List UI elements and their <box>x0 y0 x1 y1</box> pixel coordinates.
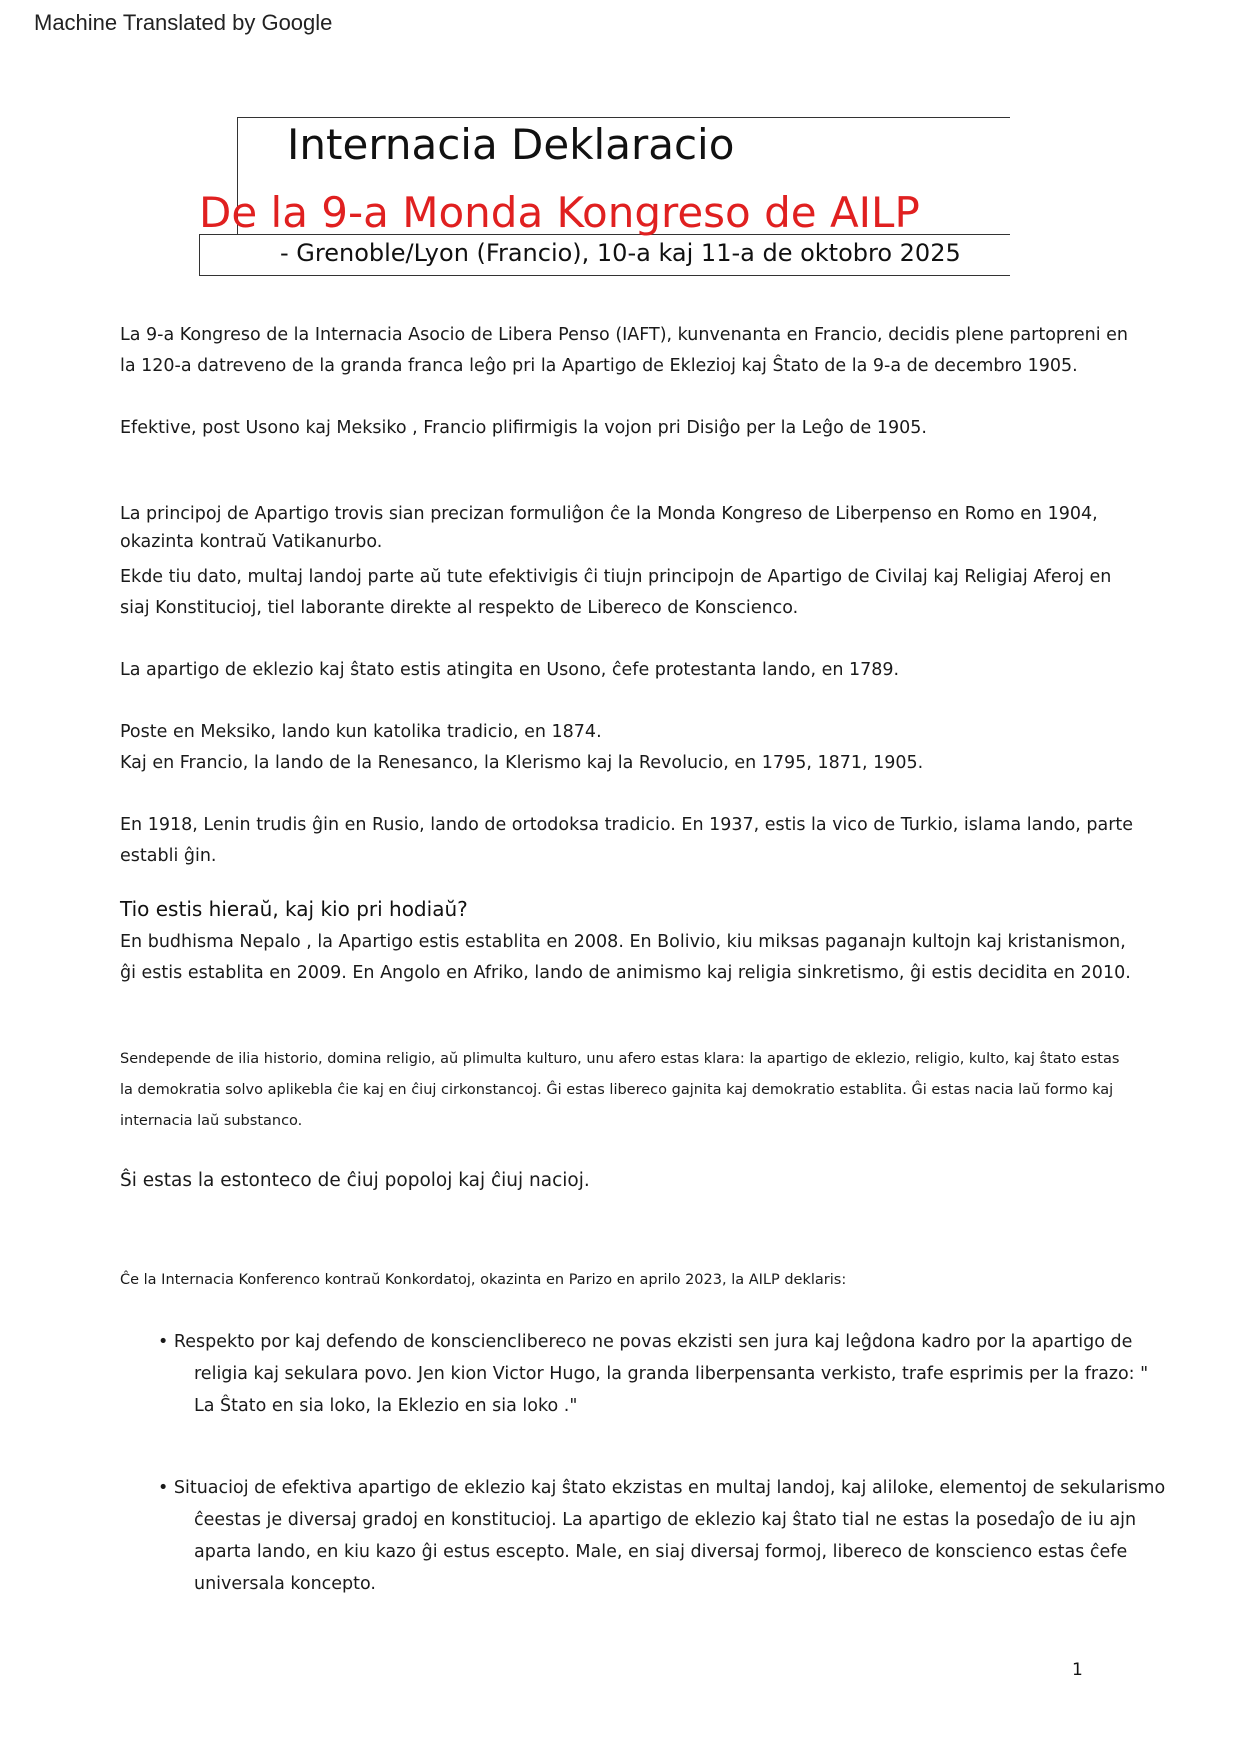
paragraph-11: Ĉe la Internacia Konferenco kontraŭ Konkordatoj, okazinta en Parizo en aprilo 2023, la AILP deklaris: <box>120 1272 847 1288</box>
page-title: Internacia Deklaracio <box>287 120 735 169</box>
paragraph-9: Sendepende de ilia historio, domina religio, aŭ plimulta kulturo, unu afero estas klara: la apartigo de eklezio, religio, kulto, kaj ŝtato estas la demokratia solvo aplikebla ĉie kaj en ĉiuj cirkonstancoj. Ĝi estas libereco gajnita kaj demokratio establita. Ĝi estas nacia laŭ formo kaj internacia laŭ substanco. <box>120 1051 1120 1129</box>
paragraph-4: Ekde tiu dato, multaj landoj parte aŭ tute efektivigis ĉi tiujn principojn de Apartigo de Civilaj kaj Religiaj Aferoj en siaj Konstitucioj, tiel laborante direkte al respekto de Libereco de Konscienco. <box>120 567 1112 618</box>
bullet-item-1: • Respekto por kaj defendo de konscienclibereco ne povas ekzisti sen jura kaj leĝdona kadro por la apartigo de religia kaj sekulara povo. Jen kion Victor Hugo, la granda liberpensanta verkisto, trafe esprimis per la frazo: " La Ŝtato en sia loko, la Eklezio en sia loko ." <box>158 1332 1149 1416</box>
paragraph-2: Efektive, post Usono kaj Meksiko , Francio plifirmigis la vojon pri Disiĝo per la Leĝo de 1905. <box>120 418 927 438</box>
dateline: - Grenoble/Lyon (Francio), 10-a kaj 11-a de oktobro 2025 <box>280 239 961 267</box>
paragraph-1: La 9-a Kongreso de la Internacia Asocio de Libera Penso (IAFT), kunvenanta en Francio, decidis plene partopreni en la 120-a datreveno de la granda franca leĝo pri la Apartigo de Eklezioj kaj Ŝtato de la 9-a de decembro 1905. <box>120 325 1128 376</box>
page-number: 1 <box>1072 1660 1083 1680</box>
section-heading: Tio estis hieraŭ, kaj kio pri hodiaŭ? <box>120 897 468 921</box>
paragraph-3: La principoj de Apartigo trovis sian precizan formuliĝon ĉe la Monda Kongreso de Liberpenso en Romo en 1904, okazinta kontraŭ Vatikanurbo. <box>120 504 1098 552</box>
bullet-item-2: • Situacioj de efektiva apartigo de eklezio kaj ŝtato ekzistas en multaj landoj, kaj aliloke, elementoj de sekularismo ĉeestas je diversaj gradoj en konstitucioj. La apartigo de eklezio kaj ŝtato tial ne estas la posedaĵo de iu ajn aparta lando, en kiu kazo ĝi estus escepto. Male, en siaj diversaj formoj, libereco de konscienco estas ĉefe universala koncepto. <box>158 1478 1166 1594</box>
paragraph-5: La apartigo de eklezio kaj ŝtato estis atingita en Usono, ĉefe protestanta lando, en 1789. <box>120 660 900 680</box>
paragraph-8: En budhisma Nepalo , la Apartigo estis establita en 2008. En Bolivio, kiu miksas paganajn kultojn kaj kristanismon, ĝi estis establita en 2009. En Angolo en Afriko, lando de animismo kaj religia sinkretismo, ĝi estis decidita en 2010. <box>120 932 1131 983</box>
page-subtitle: De la 9-a Monda Kongreso de AILP <box>199 188 920 237</box>
paragraph-10: Ŝi estas la estonteco de ĉiuj popoloj kaj ĉiuj nacioj. <box>120 1170 590 1191</box>
paragraph-7: En 1918, Lenin trudis ĝin en Rusio, lando de ortodoksa tradicio. En 1937, estis la vico de Turkio, islama lando, parte establi ĝin. <box>120 815 1134 866</box>
machine-translation-banner: Machine Translated by Google <box>34 10 333 35</box>
paragraph-6b: Kaj en Francio, la lando de la Renesanco, la Klerismo kaj la Revolucio, en 1795, 1871, 1905. <box>120 753 924 773</box>
paragraph-6a: Poste en Meksiko, lando kun katolika tradicio, en 1874. <box>120 722 602 742</box>
